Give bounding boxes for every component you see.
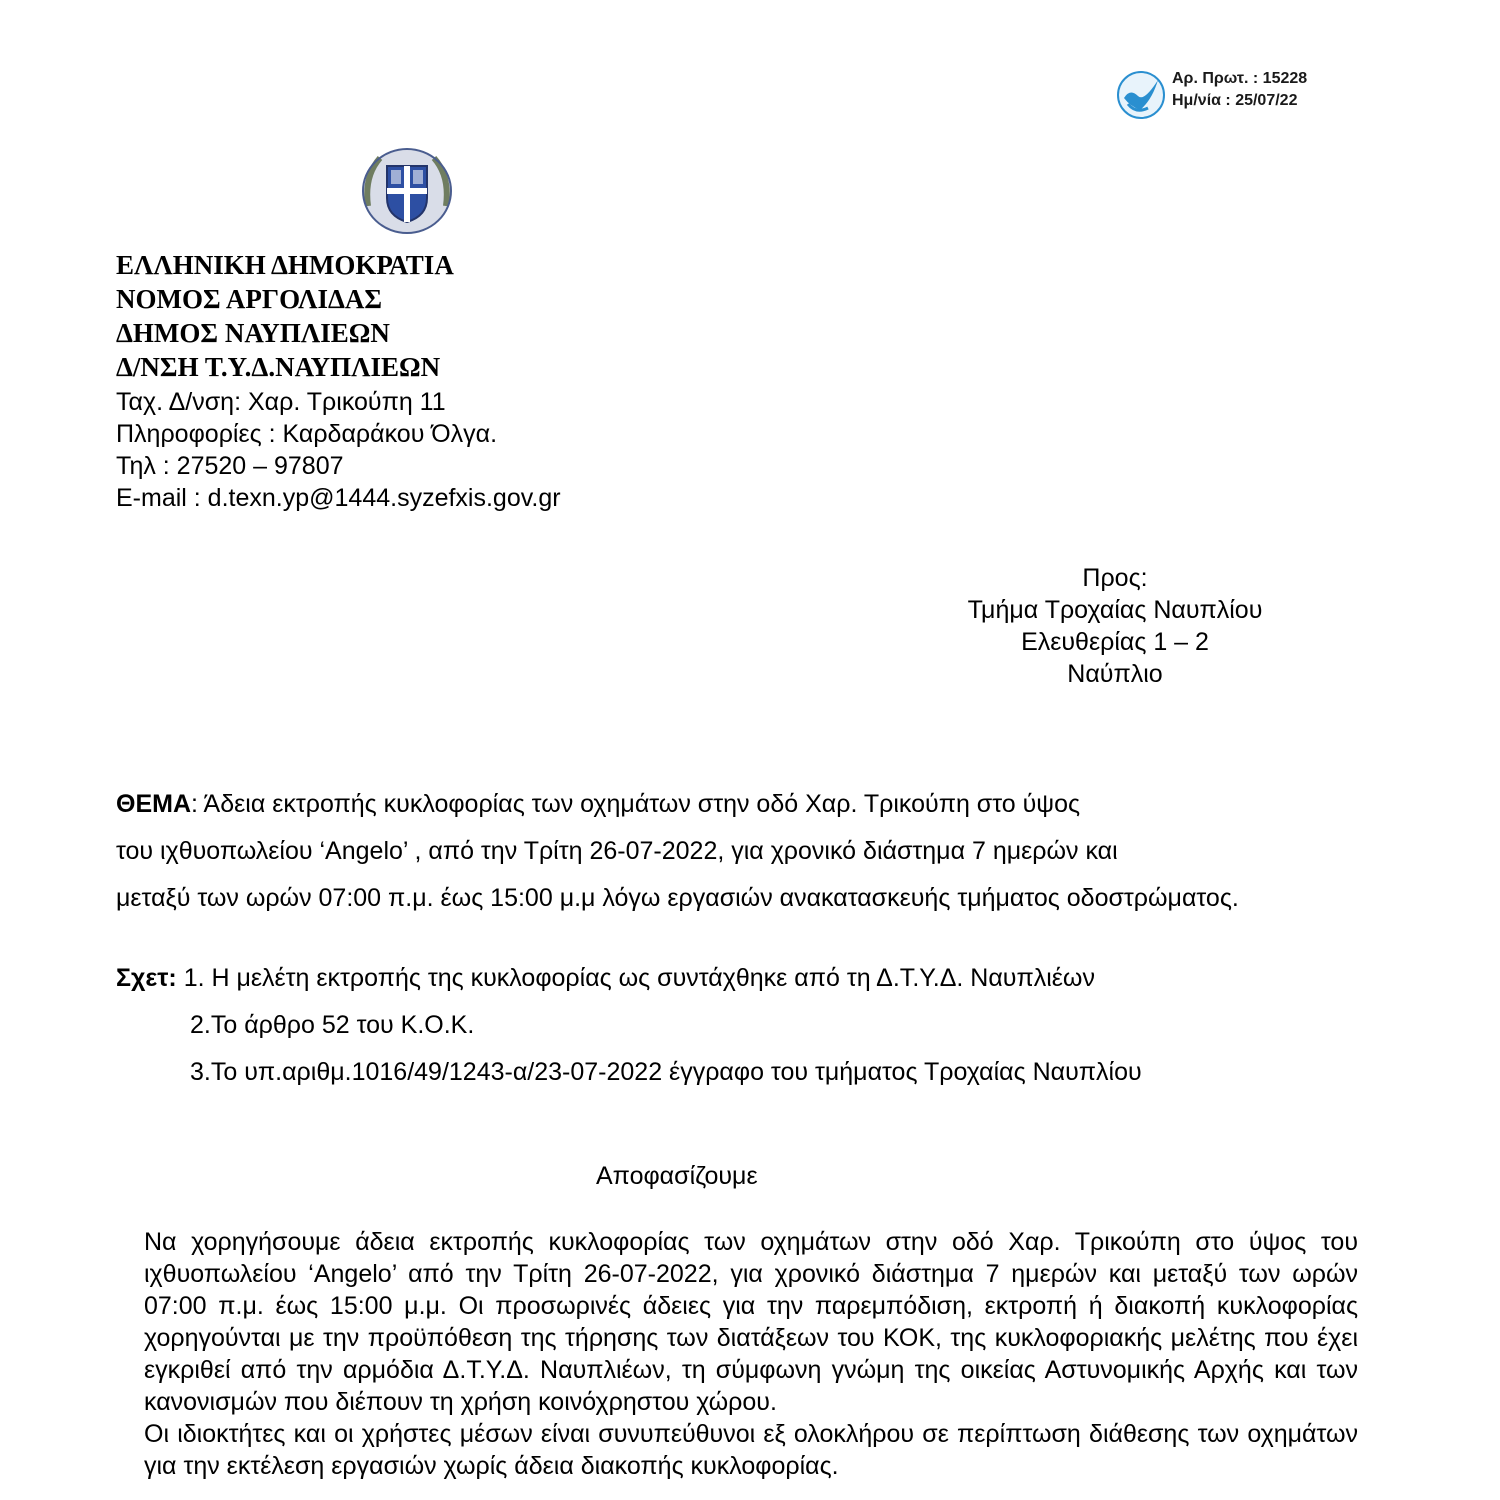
- header-republic: ΕΛΛΗΝΙΚΗ ΔΗΜΟΚΡΑΤΙΑ: [116, 250, 454, 280]
- header-prefecture: ΝΟΜΟΣ ΑΡΓΟΛΙΔΑΣ: [116, 284, 383, 314]
- references-label: Σχετ:: [116, 964, 177, 992]
- header-address: Ταχ. Δ/νση: Χαρ. Τρικούπη 11: [116, 388, 446, 416]
- decision-body: [144, 1226, 1358, 1482]
- protocol-stamp: [1116, 68, 1376, 124]
- recipient-city: Ναύπλιο: [1067, 660, 1163, 688]
- subject-line-1: ΘΕΜΑ: Άδεια εκτροπής κυκλοφορίας των οχημάτων στην οδό Χαρ. Τρικούπη στο ύψος: [116, 790, 1081, 818]
- decision-paragraph-2: Οι ιδιοκτήτες και οι χρήστες μέσων είναι συνυπεύθυνοι εξ ολοκλήρου σε περίπτωση διάθεσης των οχημάτων για την εκτέλεση εργασιών χωρίς άδεια διακοπής κυκλοφορίας.: [144, 1420, 1358, 1480]
- subject-label: ΘΕΜΑ: [116, 790, 191, 818]
- recipient-street: Ελευθερίας 1 – 2: [1021, 628, 1209, 656]
- header-phone: Τηλ : 27520 – 97807: [116, 452, 344, 480]
- decision-heading: Αποφασίζουμε: [596, 1162, 758, 1190]
- reference-item-3: 3.Το υπ.αριθμ.1016/49/1243-α/23-07-2022 έγγραφο του τμήματος Τροχαίας Ναυπλίου: [190, 1058, 1142, 1086]
- recipient-name: Τμήμα Τροχαίας Ναυπλίου: [967, 596, 1263, 624]
- header-directorate: Δ/ΝΣΗ Τ.Υ.Δ.ΝΑΥΠΛΙΕΩΝ: [116, 352, 441, 382]
- header-municipality: ΔΗΜΟΣ ΝΑΥΠΛΙΕΩΝ: [116, 318, 390, 348]
- recipient-to-label: Προς:: [1082, 564, 1148, 592]
- reference-item-1: Σχετ: 1. Η μελέτη εκτροπής της κυκλοφορίας ως συντάχθηκε από τη Δ.Τ.Υ.Δ. Ναυπλιέων: [116, 964, 1095, 992]
- subject-line-3: μεταξύ των ωρών 07:00 π.μ. έως 15:00 μ.μ λόγω εργασιών ανακατασκευής τμήματος οδοστρώματος.: [116, 884, 1239, 912]
- reference-item-2: 2.Το άρθρο 52 του Κ.Ο.Κ.: [190, 1011, 475, 1039]
- decision-paragraph-1: Να χορηγήσουμε άδεια εκτροπής κυκλοφορίας των οχημάτων στην οδό Χαρ. Τρικούπη στο ύψος του ιχθυοπωλείου ‘Angelo’ από την Τρίτη 26-07-2022, για χρονικό διάστημα 7 ημερών και μεταξύ των ωρών 07:00 π.μ. έως 15:00 μ.μ. Οι προσωρινές άδειες για την παρεμπόδιση, εκτροπή ή διακοπή κυκλοφορίας χορηγούνται με την προϋπόθεση της τήρησης των διατάξεων του ΚΟΚ, της κυκλοφοριακής μελέτης που έχει εγκριθεί από την αρμόδια Δ.Τ.Υ.Δ. Ναυπλιέων, τη σύμφωνη γνώμη της οικείας Αστυνομικής Αρχής και των κανονισμών που διέπουν τη χρήση κοινόχρηστου χώρου.: [144, 1228, 1358, 1416]
- header-email: E-mail : d.texn.yp@1444.syzefxis.gov.gr: [116, 484, 561, 512]
- protocol-date: Ημ/νία : 25/07/22: [1172, 92, 1298, 109]
- protocol-number: Αρ. Πρωτ. : 15228: [1172, 70, 1308, 87]
- recipient-block: [900, 562, 1330, 690]
- greek-coat-of-arms-emblem: [360, 146, 454, 236]
- header-info: Πληροφορίες : Καρδαράκου Όλγα.: [116, 420, 498, 448]
- subject-line-2: του ιχθυοπωλείου ‘Angelo’ , από την Τρίτη 26-07-2022, για χρονικό διάστημα 7 ημερών και: [116, 837, 1118, 865]
- checkmark-wings-logo-icon: [1116, 70, 1166, 120]
